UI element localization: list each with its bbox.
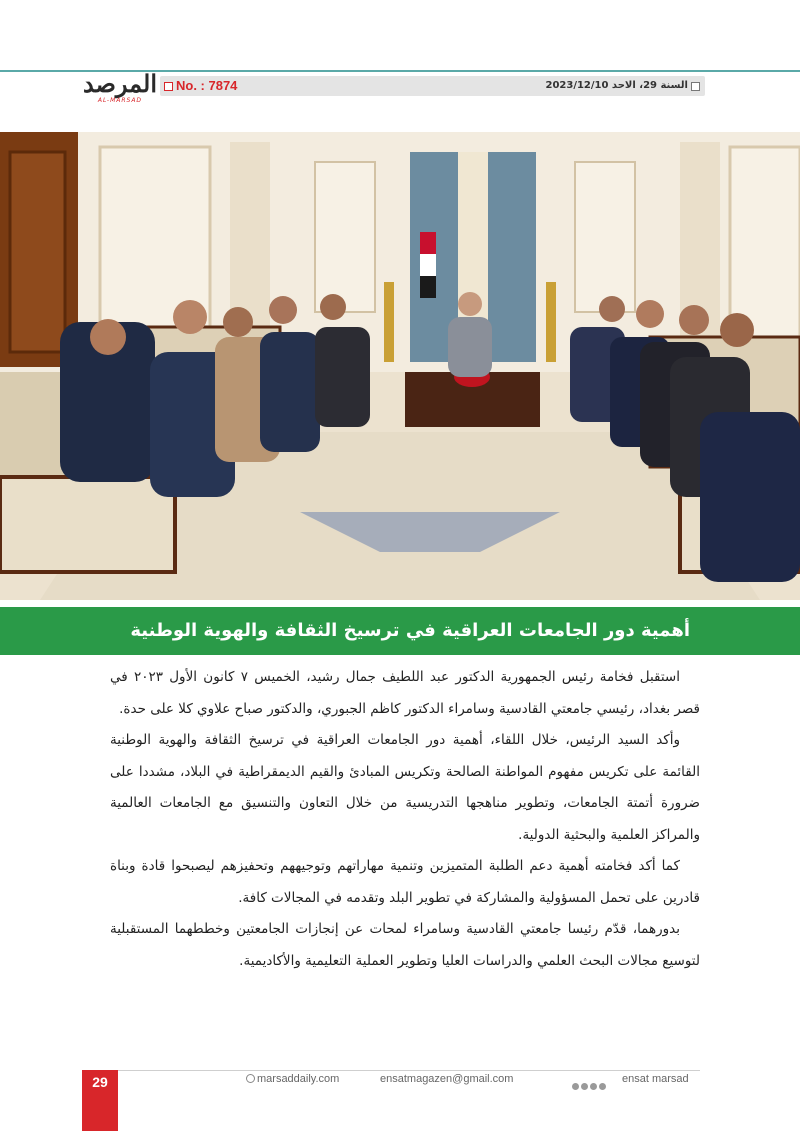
social-handle: ensat marsad (622, 1073, 689, 1085)
paragraph: وأكد السيد الرئيس، خلال اللقاء، أهمية دور الجامعات العراقية في ترسيخ الثقافة والهوية الوطنية القائمة على تكريس مفهوم المواطنة الصالحة وتكريس المبادئ والقيم الديمقراطية في البلاد، مشددا على ضرورة أتمتة الجامعات، وتطوير مناهجها التدريسية من خلال التعاون والتنسيق مع الجامعات العالمية والمراكز العلمية والبحثية الدولية. (110, 732, 700, 843)
article-title: أهمية دور الجامعات العراقية في ترسيخ الثقافة والهوية الوطنية (130, 620, 690, 641)
magazine-logo (82, 70, 158, 104)
twitter-icon[interactable] (581, 1083, 588, 1090)
email-link[interactable] (380, 1073, 513, 1085)
paragraph: استقبل فخامة رئيس الجمهورية الدكتور عبد اللطيف جمال رشيد، الخميس ٧ كانون الأول ٢٠٢٣ في قصر بغداد، رئيسي جامعتي القادسية وسامراء الدكتور كاظم الجبوري، والدكتور صباح علاوي كلا على حدة. (110, 669, 700, 717)
website-link[interactable] (246, 1073, 339, 1085)
paragraph: بدورهما، قدّم رئيسا جامعتي القادسية وسامراء لمحات عن إنجازات الجامعتين وخططهما المستقبلية لتوسيع مجالات البحث العلمي والدراسات العليا وتطوير العملية التعليمية والأكاديمية. (110, 921, 700, 969)
social-icons (572, 1075, 608, 1085)
page-number: 29 (92, 1074, 108, 1090)
globe-icon (246, 1074, 255, 1083)
meeting-photo (0, 132, 800, 600)
email-text: ensatmagazen@gmail.com (380, 1073, 514, 1085)
issue-date: السنة 29، الاحد 2023/12/10 (545, 77, 700, 95)
logo-text: المرصد (82, 69, 158, 98)
youtube-icon[interactable] (599, 1083, 606, 1090)
paragraph: كما أكد فخامته أهمية دعم الطلبة المتميزين وتنمية مهاراتهم وتوجيههم وتحفيزهم ليصبحوا قادة وبناة قادرين على تحمل المسؤولية والمشاركة في تطوير البلد وتقدمه في المجالات كافة. (110, 858, 700, 906)
footer-rule (82, 1070, 700, 1071)
facebook-icon[interactable] (572, 1083, 579, 1090)
website-text: marsaddaily.com (257, 1073, 340, 1085)
article-body (110, 662, 700, 977)
instagram-icon[interactable] (590, 1083, 597, 1090)
logo-subtitle: AL-MARSAD (97, 97, 143, 104)
issue-number: No. : 7874 (162, 77, 237, 95)
